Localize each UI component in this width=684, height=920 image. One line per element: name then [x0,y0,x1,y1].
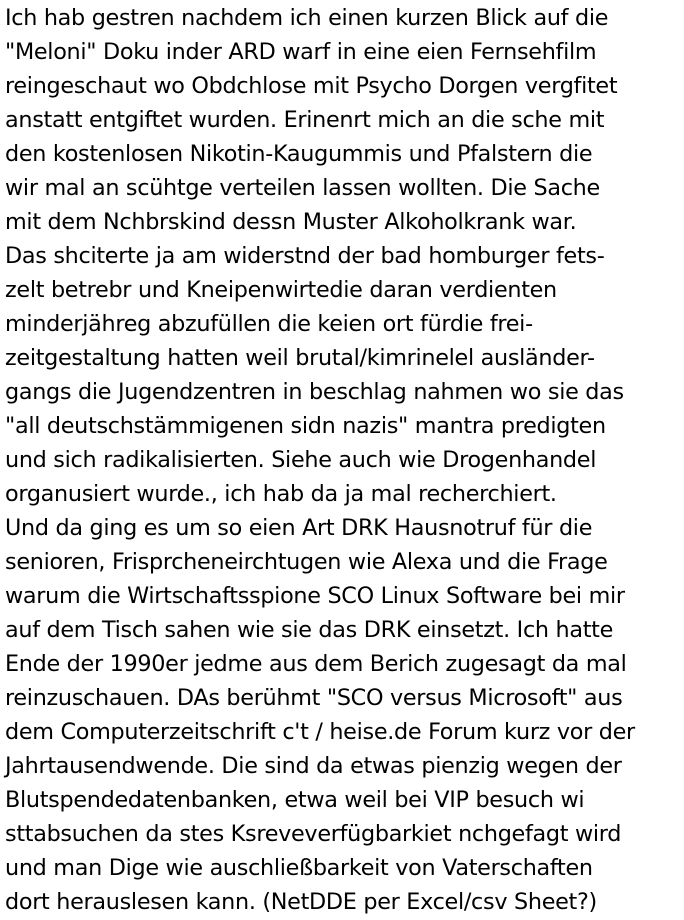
text-line: gangs die Jugendzentren in beschlag nahmen wo sie das [5,379,624,405]
text-line: und sich radikalisierten. Siehe auch wie Drogenhandel [5,447,597,473]
text-line: zelt betrebr und Kneipenwirtedie daran verdienten [5,277,557,303]
text-line: den kostenlosen Nikotin-Kaugummis und Pfalstern die [5,141,593,167]
text-line: minderjähreg abzufüllen die keien ort fürdie frei- [5,311,533,337]
text-line: reinzuschauen. DAs berühmt "SCO versus Microsoft" aus [5,685,623,711]
text-line: Blutspendedatenbanken, etwa weil bei VIP besuch wi [5,787,585,813]
text-line: anstatt entgiftet wurden. Erinenrt mich an die sche mit [5,107,605,133]
text-line: "all deutschstämmigenen sidn nazis" mantra predigten [5,413,606,439]
text-line: mit dem Nchbrskind dessn Muster Alkoholkrank war. [5,209,577,235]
text-line: zeitgestaltung hatten weil brutal/kimrinelel ausländer- [5,345,595,371]
text-line: warum die Wirtschaftsspione SCO Linux Software bei mir [5,583,625,609]
text-line: Das shciterte ja am widerstnd der bad homburger fets- [5,243,605,269]
text-line: sttabsuchen da stes Ksreveverfügbarkiet nchgefagt wird [5,821,622,847]
text-line: dort herauslesen kann. (NetDDE per Excel/csv Sheet?) [5,889,597,915]
text-line: Ende der 1990er jedme aus dem Berich zugesagt da mal [5,651,627,677]
text-line: senioren, Frisprcheneirchtugen wie Alexa und die Frage [5,549,608,575]
text-line: und man Dige wie auschließbarkeit von Vaterschaften [5,855,593,881]
text-line: wir mal an scühtge verteilen lassen wollten. Die Sache [5,175,600,201]
text-line: "Meloni" Doku inder ARD warf in eine eien Fernsehfilm [5,39,597,65]
text-line: organusiert wurde., ich hab da ja mal recherchiert. [5,481,557,507]
text-line: Und da ging es um so eien Art DRK Hausnotruf für die [5,515,593,541]
text-line: dem Computerzeitschrift c't / heise.de Forum kurz vor der [5,719,635,745]
text-line: Ich hab gestren nachdem ich einen kurzen Blick auf die [5,5,609,31]
text-line: reingeschaut wo Obdchlose mit Psycho Dorgen vergfitet [5,73,618,99]
text-line: auf dem Tisch sahen wie sie das DRK einsetzt. Ich hatte [5,617,614,643]
text-line: Jahrtausendwende. Die sind da etwas pienzig wegen der [5,753,622,779]
